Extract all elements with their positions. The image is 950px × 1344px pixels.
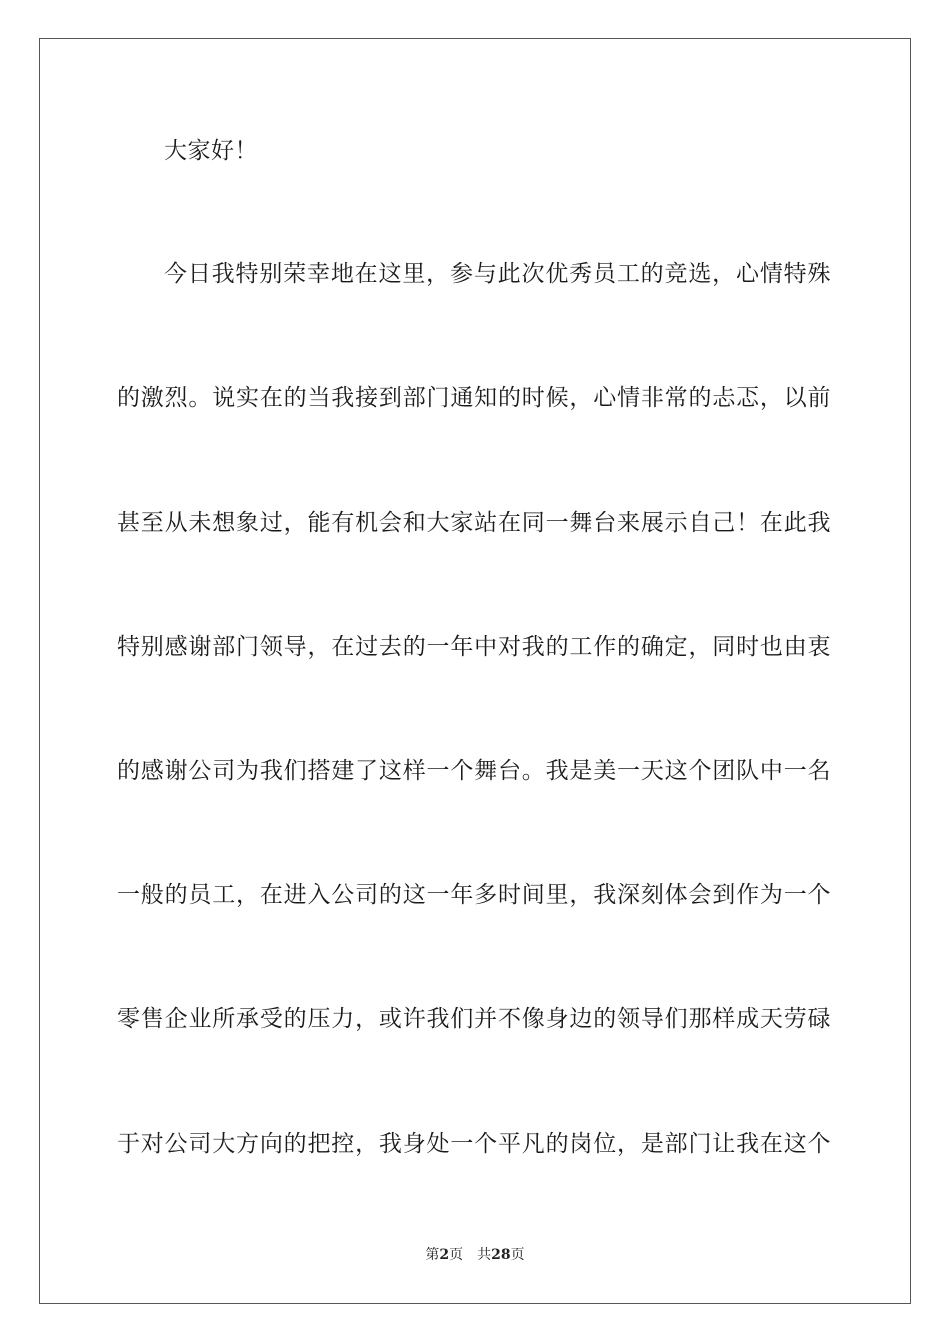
paragraph-line-6: 一般的员工，在进入公司的这一年多时间里，我深刻体会到作为一个 [117,882,831,908]
footer-page-prefix: 第 [425,1247,440,1263]
paragraph-line-1: 今日我特别荣幸地在这里，参与此次优秀员工的竞选，心情特殊 [164,261,831,287]
footer-total-pages: 28 [491,1247,511,1263]
paragraph-line-5: 的感谢公司为我们搭建了这样一个舞台。我是美一天这个团队中一名 [117,758,831,784]
paragraph-line-3: 甚至从未想象过，能有机会和大家站在同一舞台来展示自己！在此我 [117,510,831,536]
greeting-line: 大家好！ [164,138,258,164]
paragraph-line-2: 的激烈。说实在的当我接到部门通知的时候，心情非常的忐忑，以前 [117,385,831,411]
footer-total-suffix: 页 [510,1247,525,1263]
paragraph-line-4: 特别感谢部门领导，在过去的一年中对我的工作的确定，同时也由衷 [117,634,831,660]
page-frame [39,38,911,1304]
footer-total-prefix: 共 [477,1247,492,1263]
footer-page-number: 2 [439,1247,450,1263]
paragraph-line-7: 零售企业所承受的压力，或许我们并不像身边的领导们那样成天劳碌 [117,1006,831,1032]
page-footer [0,1246,950,1264]
paragraph-line-8: 于对公司大方向的把控，我身处一个平凡的岗位，是部门让我在这个 [117,1131,831,1157]
footer-page-suffix: 页 [449,1247,464,1263]
